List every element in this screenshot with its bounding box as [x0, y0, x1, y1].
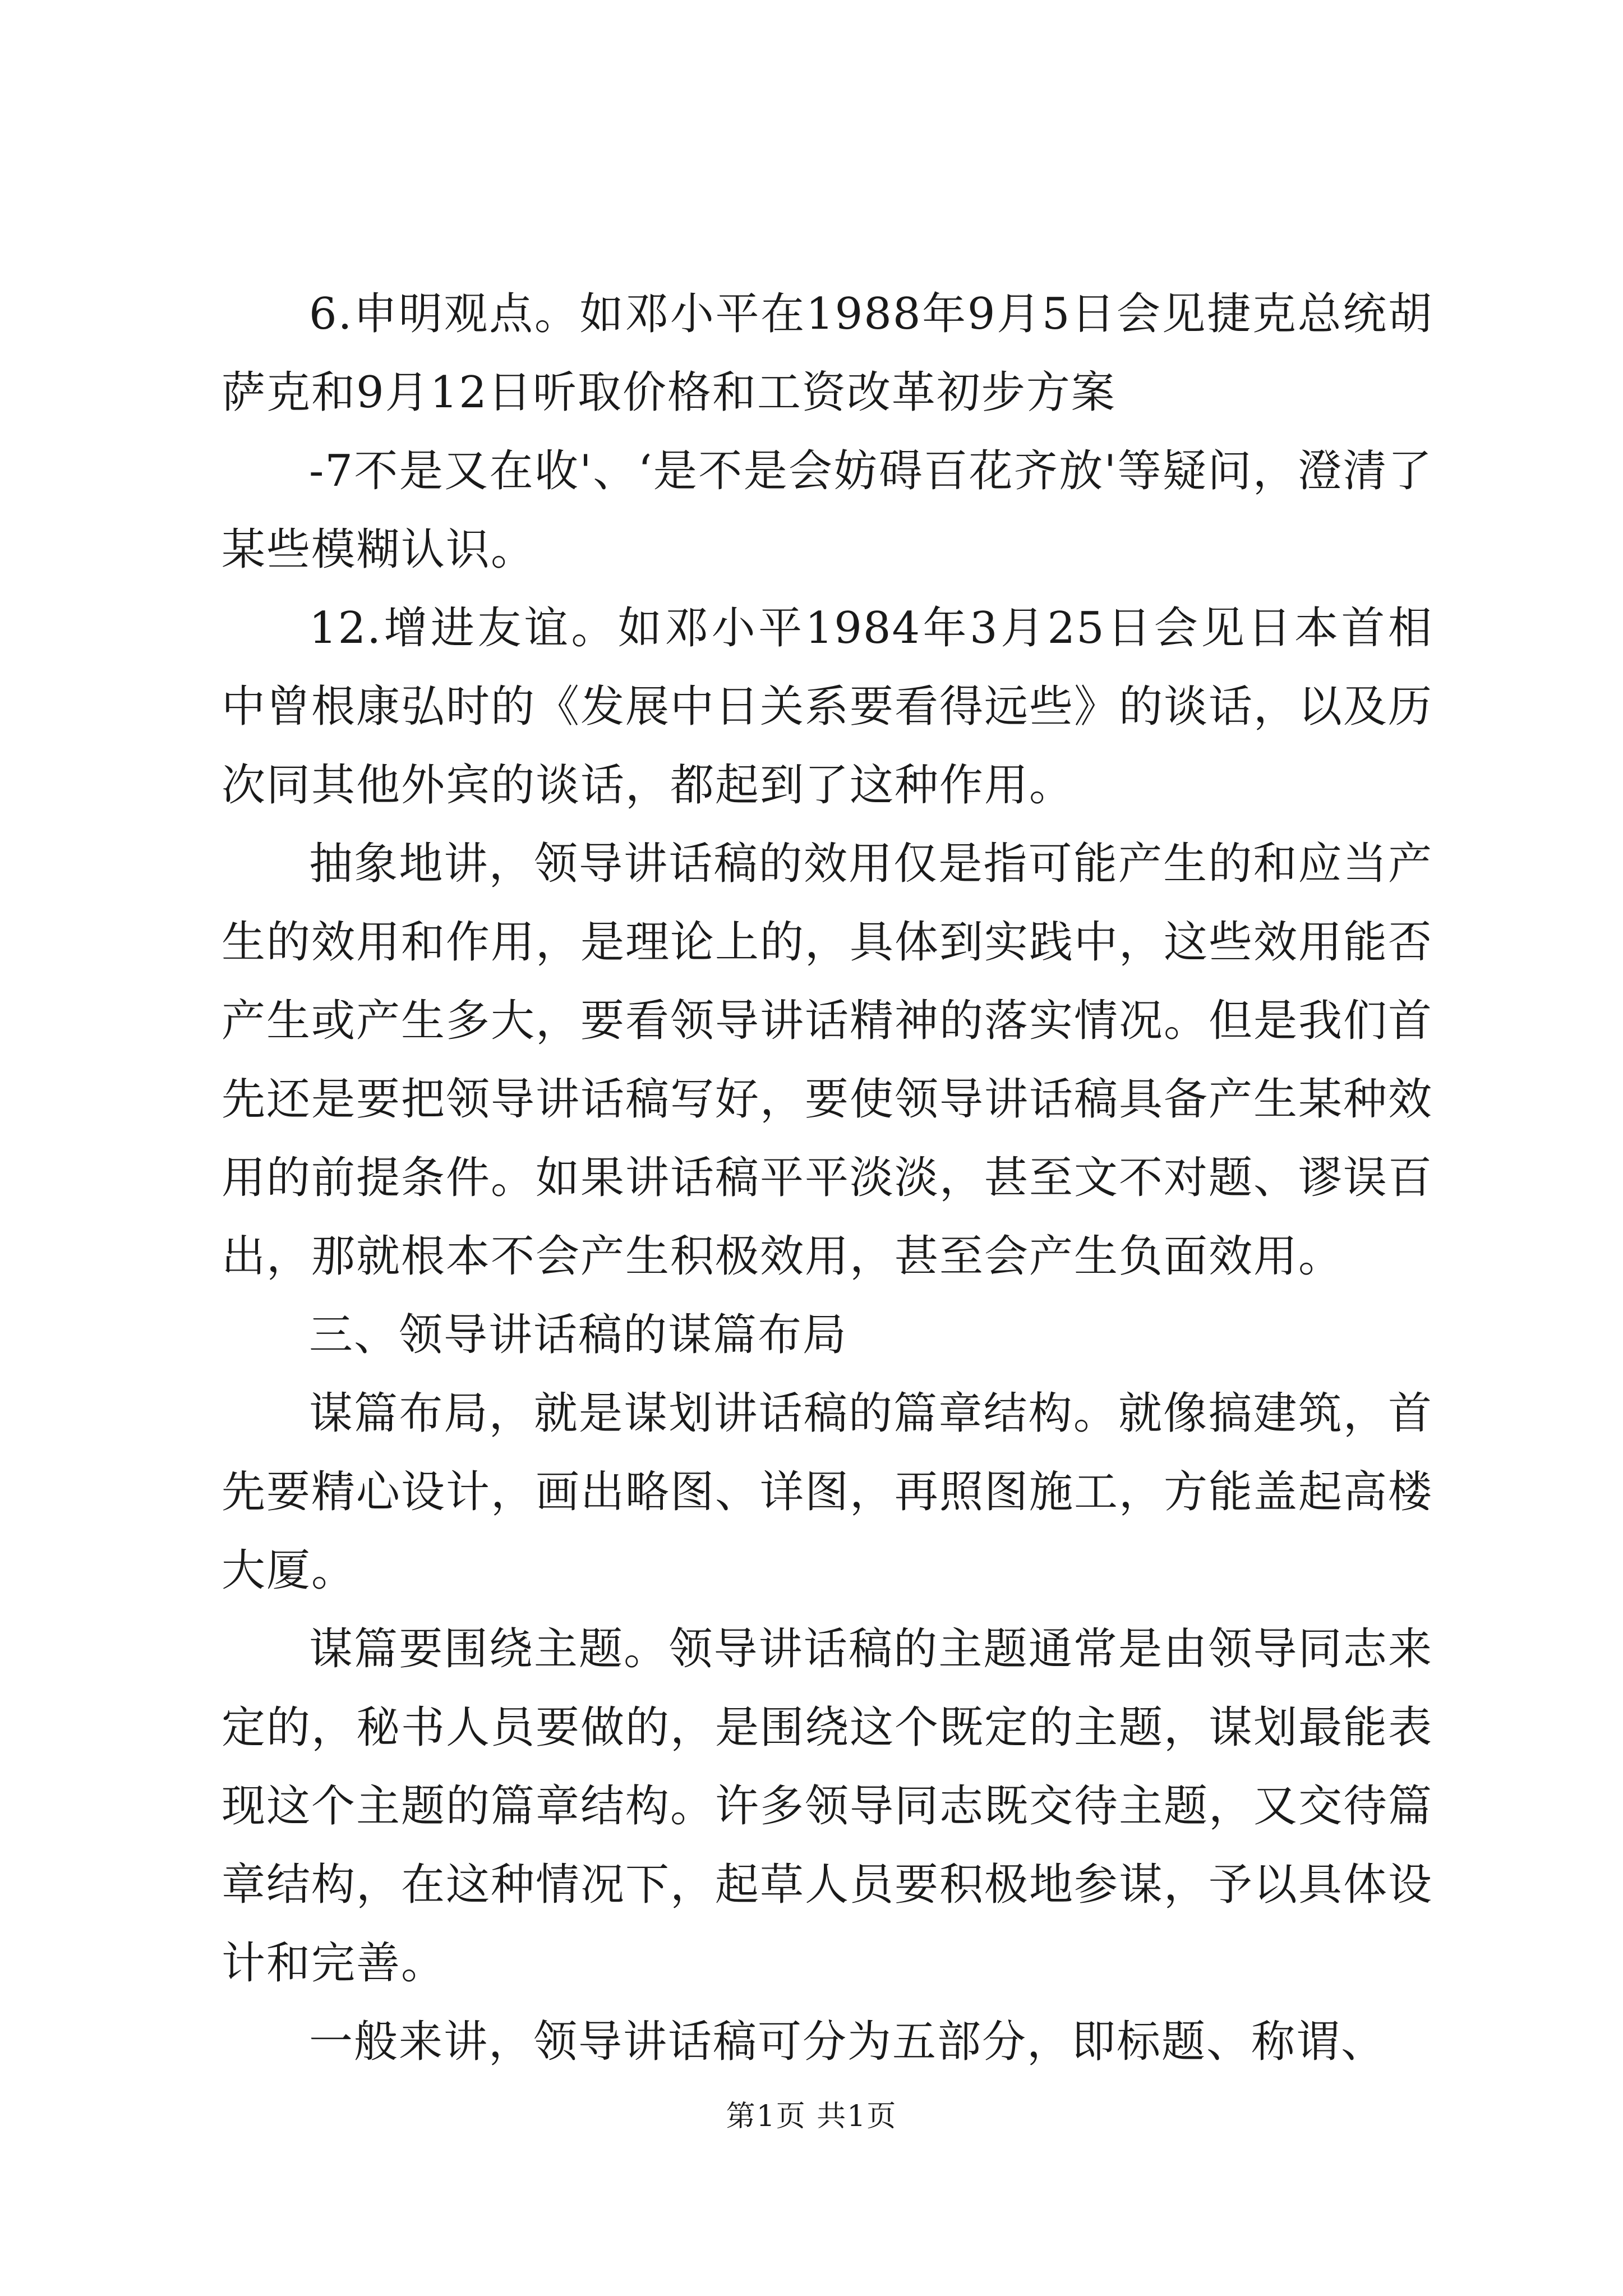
- document-body: [222, 275, 1433, 2081]
- section-heading-3: 三、领导讲话稿的谋篇布局: [309, 1310, 848, 1360]
- paragraph-point-12: 12.增进友谊。如邓小平1984年3月25日会见日本首相中曾根康弘时的《发展中日关系要看得远些》的谈话，以及历次同其他外宾的谈话，都起到了这种作用。: [222, 603, 1433, 811]
- paragraph-layout-definition: 谋篇布局，就是谋划讲话稿的篇章结构。就像搞建筑，首先要精心设计，画出略图、详图，再照图施工，方能盖起高楼大厦。: [222, 1388, 1433, 1596]
- page-footer: 第1页 共1页: [726, 2100, 897, 2133]
- paragraph-theme: 谋篇要围绕主题。领导讲话稿的主题通常是由领导同志来定的，秘书人员要做的，是围绕这个既定的主题，谋划最能表现这个主题的篇章结构。许多领导同志既交待主题，又交待篇章结构，在这种情况下，起草人员要积极地参谋，予以具体设计和完善。: [222, 1624, 1433, 1989]
- paragraph-point-6: 6.申明观点。如邓小平在1988年9月5日会见捷克总统胡萨克和9月12日听取价格和工资改革初步方案: [222, 289, 1433, 418]
- paragraph-clarification: -7不是又在收'、‘是不是会妨碍百花齐放'等疑问，澄清了某些模糊认识。: [222, 446, 1433, 575]
- paragraph-five-parts: 一般来讲，领导讲话稿可分为五部分，即标题、称谓、: [309, 2017, 1386, 2067]
- paragraph-abstract-effect: 抽象地讲，领导讲话稿的效用仅是指可能产生的和应当产生的效用和作用，是理论上的，具体到实践中，这些效用能否产生或产生多大，要看领导讲话精神的落实情况。但是我们首先还是要把领导讲话稿写好，要使领导讲话稿具备产生某种效用的前提条件。如果讲话稿平平淡淡，甚至文不对题、谬误百出，那就根本不会产生积极效用，甚至会产生负面效用。: [222, 839, 1433, 1282]
